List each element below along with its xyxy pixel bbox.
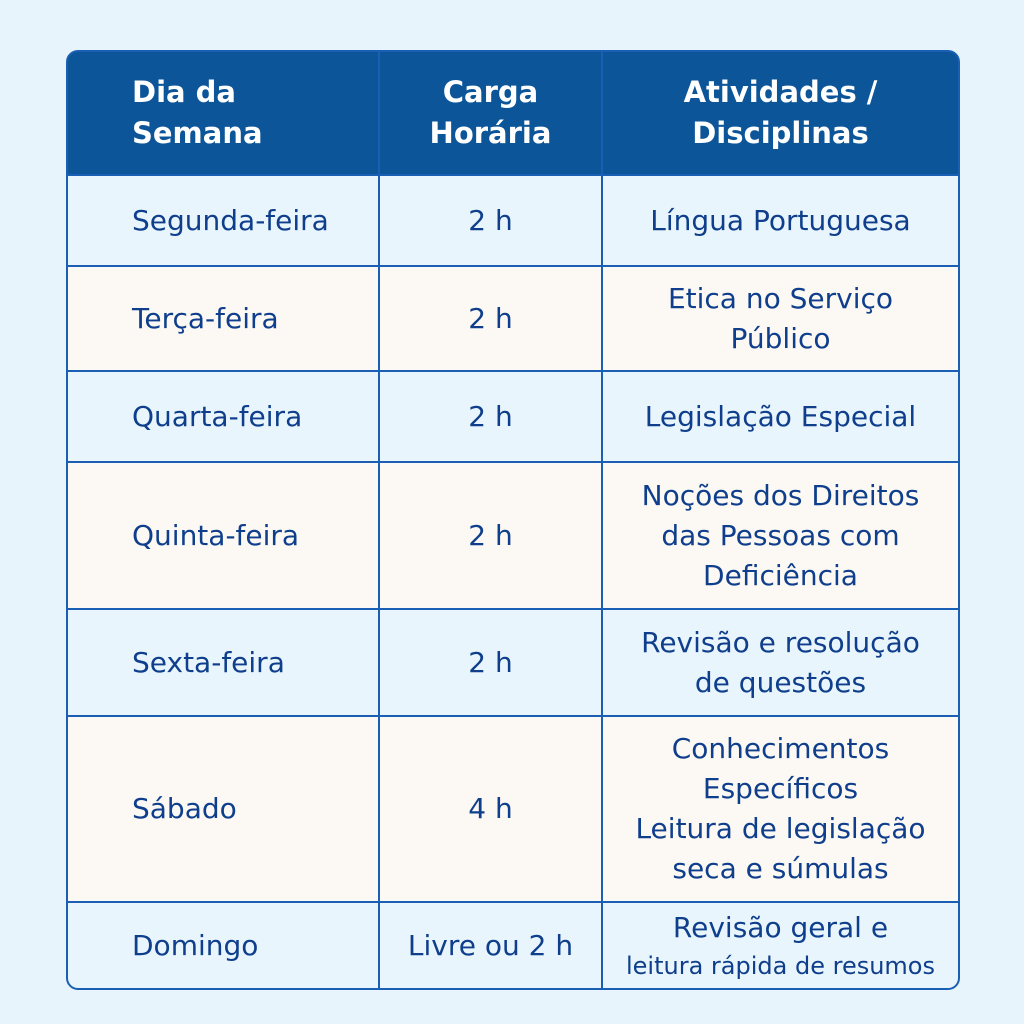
table-row-day: Quarta-feira bbox=[68, 372, 378, 461]
header-hours bbox=[380, 52, 601, 174]
activity-line: Língua Portuguesa bbox=[650, 203, 911, 237]
table-row-activities bbox=[603, 176, 958, 265]
activity-line: Leitura de legislação bbox=[635, 812, 926, 845]
table-row-activities bbox=[603, 372, 958, 461]
header-day-line-2: Semana bbox=[132, 116, 263, 150]
table-row-activities bbox=[603, 717, 958, 901]
table-row-day: Quinta-feira bbox=[68, 463, 378, 608]
table-row-hours: 2 h bbox=[380, 610, 601, 715]
table-row-day: Domingo bbox=[68, 903, 378, 988]
header-activities bbox=[603, 52, 958, 174]
table-row-activities bbox=[603, 267, 958, 370]
header-activities-line-1: Atividades / bbox=[683, 75, 878, 109]
table-row-hours: Livre ou 2 h bbox=[380, 903, 601, 988]
table-row-day: Segunda-feira bbox=[68, 176, 378, 265]
activity-line: Legislação Especial bbox=[644, 399, 917, 433]
table-row-hours: 2 h bbox=[380, 372, 601, 461]
table-row-hours: 4 h bbox=[380, 717, 601, 901]
table-row-day: Sexta-feira bbox=[68, 610, 378, 715]
header-hours-line-2: Horária bbox=[429, 116, 552, 150]
table-row-hours: 2 h bbox=[380, 267, 601, 370]
activity-line: Noções dos Direitos bbox=[641, 478, 920, 512]
activity-line: Conhecimentos bbox=[671, 732, 890, 765]
table-row-activities bbox=[603, 903, 958, 988]
activity-line: Específicos bbox=[702, 772, 859, 805]
activity-line: leitura rápida de resumos bbox=[626, 951, 935, 980]
table-row-day: Sábado bbox=[68, 717, 378, 901]
schedule-table bbox=[66, 50, 960, 990]
activity-line: Deficiência bbox=[703, 558, 858, 592]
activity-line: Etica no Serviço bbox=[667, 281, 894, 315]
table-row-day: Terça-feira bbox=[68, 267, 378, 370]
header-activities-line-2: Disciplinas bbox=[692, 116, 869, 150]
table-row-activities bbox=[603, 463, 958, 608]
activity-line: Revisão e resolução bbox=[641, 625, 920, 659]
header-day-line-1: Dia da bbox=[132, 75, 237, 109]
activity-line: de questões bbox=[694, 665, 867, 699]
activity-line: seca e súmulas bbox=[672, 852, 889, 885]
table-row-activities bbox=[603, 610, 958, 715]
activity-line: das Pessoas com bbox=[661, 518, 900, 552]
activity-line: Público bbox=[730, 321, 831, 355]
table-row-hours: 2 h bbox=[380, 176, 601, 265]
header-day bbox=[68, 52, 378, 174]
table-row-hours: 2 h bbox=[380, 463, 601, 608]
header-hours-line-1: Carga bbox=[442, 75, 539, 109]
activity-line: Revisão geral e bbox=[672, 910, 889, 944]
